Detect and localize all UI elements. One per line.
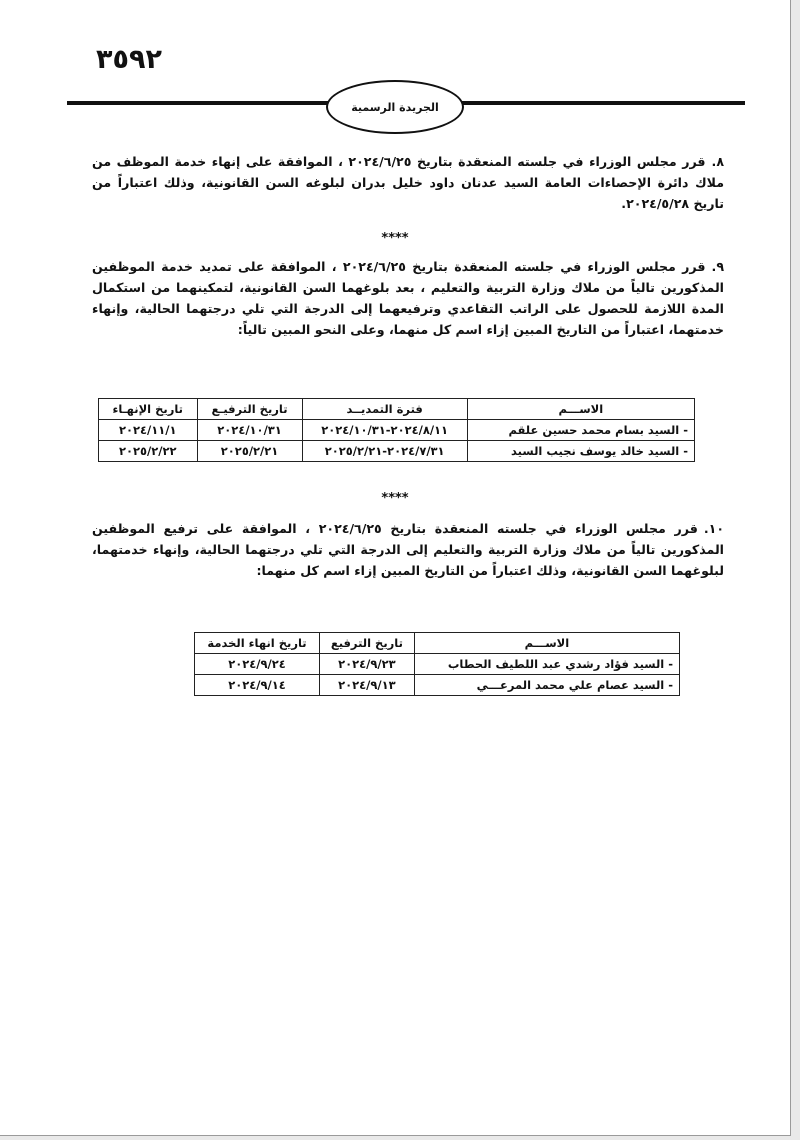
decision-item-10: [92, 518, 724, 581]
table-row: [99, 441, 695, 462]
table-cell-promotion: ٢٠٢٤/٩/٢٣: [320, 654, 415, 675]
table-cell-period: ٢٠٢٤/٧/٣١-٢٠٢٥/٢/٢١: [302, 441, 467, 462]
decision-item-8: [92, 151, 724, 214]
table-row: [99, 420, 695, 441]
column-header-name: الاســـم: [467, 399, 694, 420]
item-number: ٩.: [711, 259, 724, 274]
item-text: قرر مجلس الوزراء في جلسته المنعقدة بتاريخ ٢٠٢٤/٦/٢٥ ، الموافقة على تمديد خدمة الموظفين المذكورين تالياً من ملاك وزارة التربية والتعليم ، بعد بلوغهما السن القانونية، لتمكينهما من استكمال المدة اللازمة للحصول على الراتب التقاعدي وترفيعهما إلى الدرجة التي تلي درجتهما الحالية، وإنهاء خدمتهما، اعتباراً من التاريخ المبين إزاء اسم كل منهما، وعلى النحو المبين تالياً:: [92, 259, 724, 337]
column-header-name: الاســـم: [414, 633, 679, 654]
extension-table: [98, 398, 695, 462]
table-cell-end: ٢٠٢٤/٩/٢٤: [195, 654, 320, 675]
table-cell-name: - السيد عصام علي محمد المرعـــي: [414, 675, 679, 696]
item-number: ٨.: [711, 154, 725, 169]
column-header-promotion-date: تاريخ الترفيـع: [197, 399, 302, 420]
promotion-table: [194, 632, 680, 696]
table-row: [195, 675, 680, 696]
table-cell-end: ٢٠٢٤/٩/١٤: [195, 675, 320, 696]
table-cell-promotion: ٢٠٢٤/١٠/٣١: [197, 420, 302, 441]
table-header-row: [99, 399, 695, 420]
column-header-promotion-date: تاريخ الترفيع: [320, 633, 415, 654]
table-cell-name: - السيد خالد يوسف نجيب السيد: [467, 441, 694, 462]
table-cell-name: - السيد بسام محمد حسين علقم: [467, 420, 694, 441]
table-cell-period: ٢٠٢٤/٨/١١-٢٠٢٤/١٠/٣١: [302, 420, 467, 441]
decision-item-9: [92, 256, 724, 340]
item-number: ١٠.: [703, 521, 725, 536]
column-header-end-date: تاريخ الإنهـاء: [99, 399, 198, 420]
item-text: قرر مجلس الوزراء في جلسته المنعقدة بتاريخ ٢٠٢٤/٦/٢٥ ، الموافقة على إنهاء خدمة الموظف من ملاك دائرة الإحصاءات العامة السيد عدنان داود خليل بدران لبلوغه السن القانونية، وذلك اعتباراً من تاريخ ٢٠٢٤/٥/٢٨.: [92, 154, 724, 211]
table-cell-promotion: ٢٠٢٥/٢/٢١: [197, 441, 302, 462]
table-cell-end: ٢٠٢٥/٢/٢٢: [99, 441, 198, 462]
table-header-row: [195, 633, 680, 654]
item-text: قرر مجلس الوزراء في جلسته المنعقدة بتاريخ ٢٠٢٤/٦/٢٥ ، الموافقة على ترفيع الموظفين المذكورين تالياً من ملاك وزارة التربية والتعليم إلى الدرجة التي تلي درجتهما الحالية، وإنهاء خدمتهما، لبلوغهما السن القانونية، وذلك اعتباراً من التاريخ المبين إزاء اسم كل منهما:: [92, 521, 724, 578]
table-row: [195, 654, 680, 675]
separator: ****: [381, 231, 409, 246]
header-oval: [326, 80, 464, 134]
page-number: ٣٥٩٢: [96, 44, 162, 75]
column-header-extension-period: فترة التمديــد: [302, 399, 467, 420]
separator: ****: [381, 491, 409, 506]
header-title: الجريدة الرسمية: [351, 100, 439, 114]
table-cell-promotion: ٢٠٢٤/٩/١٣: [320, 675, 415, 696]
table-cell-end: ٢٠٢٤/١١/١: [99, 420, 198, 441]
column-header-service-end-date: تاريخ انهاء الخدمة: [195, 633, 320, 654]
table-cell-name: - السيد فؤاد رشدي عبد اللطيف الحطاب: [414, 654, 679, 675]
